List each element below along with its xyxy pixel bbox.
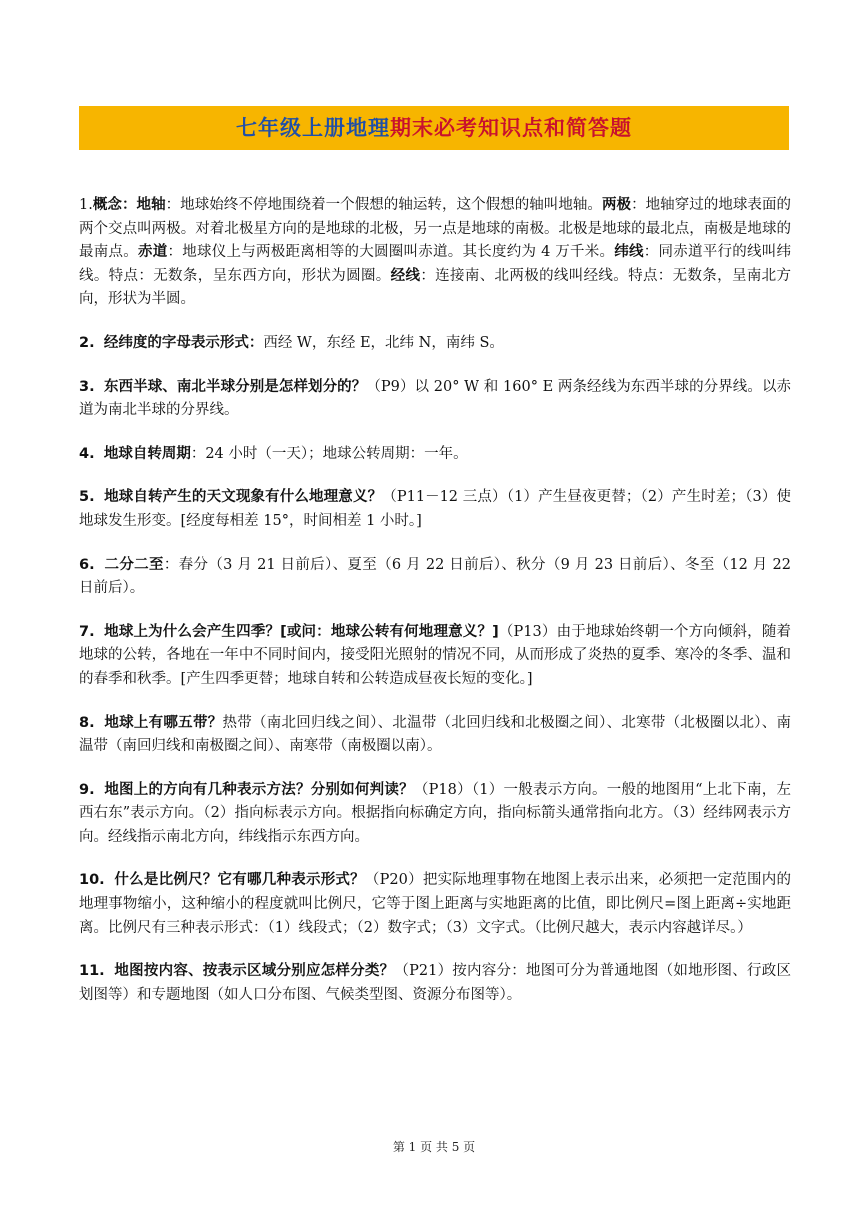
item-answer: 西经 W，东经 E，北纬 N，南纬 S。: [263, 334, 504, 351]
page-title-part1: 七年级上册地理: [236, 116, 390, 140]
item-question: 概念：: [92, 197, 137, 213]
term-longitude-def: ：连接南、北两极的线叫经线。特点：无数条，呈南北方向，形状为半圆。: [79, 267, 792, 308]
item-8: [79, 712, 791, 759]
item-number: 1.: [79, 197, 93, 213]
item-question: 地图按内容、按表示区域分别应怎样分类？: [114, 963, 395, 980]
item-number: 4.: [79, 445, 95, 462]
item-question: 经纬度的字母表示形式：: [103, 334, 264, 351]
term-latitude: 纬线: [614, 244, 644, 261]
item-number: 5.: [79, 489, 95, 506]
item-answer: （P21）按内容分：地图可分为普通地图（如地形图、行政区划图等）和专题地图（如人口分布图、气候类型图、资源分布图等）。: [79, 963, 792, 1003]
page-footer: 第 1 页 共 5 页: [392, 1140, 476, 1154]
item-5: [79, 486, 791, 533]
item-question: 地球自转产生的天文现象有什么地理意义？: [104, 489, 383, 506]
term-latitude-def: ：同赤道平行的线叫纬线。特点：无数条，呈东西方向，形状为圆圈。: [79, 244, 792, 284]
item-answer: （P13）由于地球始终朝一个方向倾斜，随着地球的公转，各地在一年中不同时间内，接受阳光照射的情况不同，从而形成了炎热的夏季、寒冷的冬季、温和的春季和秋季。[产生四季更替；地球自转和公转造成昼夜长短的变化。]: [79, 623, 791, 687]
item-9: [79, 779, 791, 850]
item-answer: ：春分（3 月 21 日前后）、夏至（6 月 22 日前后）、秋分（9 月 23 日前后）、冬至（12 月 22 日前后）。: [79, 556, 792, 597]
item-4: [79, 443, 791, 467]
item-answer: ：24 小时（一天）；地球公转周期：一年。: [190, 445, 468, 462]
item-answer: （P18）（1）一般表示方向。一般的地图用“上北下南，左西右东”表示方向。（2）指向标表示方向。根据指向标确定方向，指向标箭头通常指向北方。（3）经纬网表示方向。经线指示南北方向，纬线指示东西方向。: [79, 781, 792, 845]
term-equator-def: ：地球仪上与两极距离相等的大圆圈叫赤道。其长度约为 4 万千米。: [167, 244, 615, 261]
item-number: 6.: [79, 556, 95, 573]
item-2: [79, 332, 791, 356]
item-number: 9.: [79, 781, 95, 798]
term-axis: 地轴: [136, 197, 166, 213]
item-1: [79, 194, 791, 312]
term-equator: 赤道: [138, 244, 168, 261]
item-answer: 热带（南北回归线之间）、北温带（北回归线和北极圈之间）、北寒带（北极圈以北）、南温带（南回归线和南极圈之间）、南寒带（南极圈以南）。: [79, 714, 791, 755]
item-answer: （P9）以 20° W 和 160° E 两条经线为东西半球的分界线。以赤道为南北半球的分界线。: [79, 378, 792, 419]
item-question: 什么是比例尺？它有哪几种表示形式？: [114, 872, 365, 889]
item-question: 地球自转周期: [103, 445, 191, 462]
page-title-part2: 期末必考知识点和简答题: [390, 116, 632, 140]
item-3: [79, 376, 791, 423]
item-number: 11.: [79, 963, 105, 980]
item-number: 8.: [79, 714, 95, 731]
item-number: 10.: [79, 872, 105, 889]
item-question: 地球上有哪五带？: [104, 714, 223, 731]
item-question: 东西半球、南北半球分别是怎样划分的？: [103, 378, 367, 395]
page-title-banner: [79, 106, 789, 150]
item-question: 地图上的方向有几种表示方法？分别如何判读？: [104, 781, 414, 798]
document-body: [79, 194, 791, 1027]
item-answer: （P20）把实际地理事物在地图上表示出来，必须把一定范围内的地理事物缩小，这种缩小的程度就叫比例尺，它等于图上距离与实地距离的比值，即比例尺=图上距离÷实地距离。比例尺有三种表示形式：（1）线段式；（2）数字式；（3）文字式。（比例尺越大，表示内容越详尽。）: [79, 872, 792, 936]
item-6: [79, 554, 791, 601]
item-question: 地球上为什么会产生四季？[或问：地球公转有何地理意义？]: [104, 623, 499, 640]
term-poles-def: ：地轴穿过的地球表面的两个交点叫两极。对着北极星方向的是地球的北极，另一点是地球的南极。北极是地球的最北点，南极是地球的最南点。: [79, 197, 792, 261]
item-number: 3.: [79, 378, 95, 395]
item-7: [79, 621, 791, 692]
term-longitude: 经线: [390, 267, 421, 284]
item-answer: （P11－12 三点）（1）产生昼夜更替；（2）产生时差；（3）使地球发生形变。[经度每相差 15°，时间相差 1 小时。]: [79, 489, 792, 529]
item-10: [79, 869, 791, 940]
term-axis-def: ：地球始终不停地围绕着一个假想的轴运转，这个假想的轴叫地轴。: [165, 197, 602, 213]
item-number: 2.: [79, 334, 95, 351]
item-question: 二分二至: [104, 556, 164, 573]
item-number: 7.: [79, 623, 95, 640]
term-poles: 两极: [601, 197, 632, 213]
item-11: [79, 960, 791, 1007]
